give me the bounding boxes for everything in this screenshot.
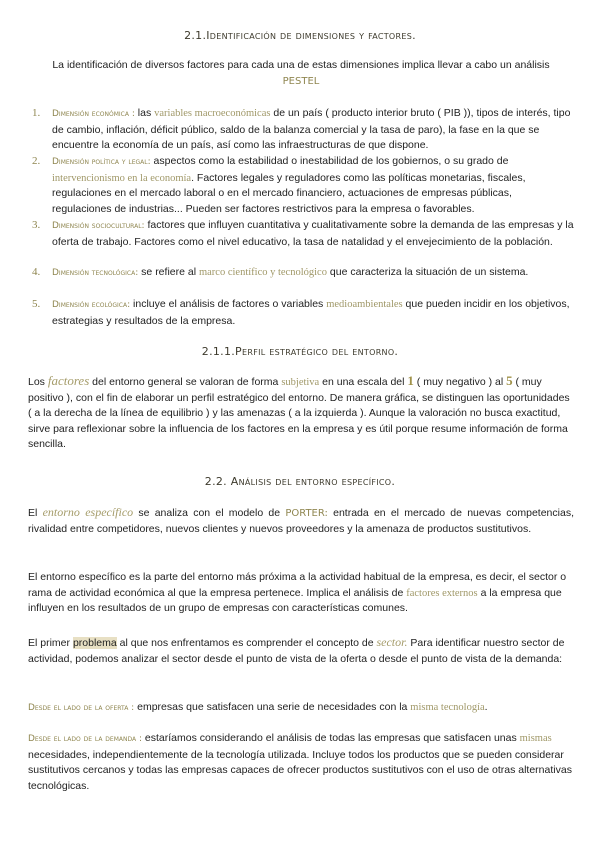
item-label: Dimensión sociocultural: xyxy=(52,221,145,231)
para-text: a la empresa que influyen en los resultados de un grupo de empresas con características comunes. xyxy=(28,586,562,614)
list-item-economica xyxy=(52,106,574,154)
item-text: se refiere al xyxy=(138,266,199,278)
item-text: que pueden incidir en los objetivos, estrategias y resultados de la empresa. xyxy=(52,298,570,327)
oferta-paragraph xyxy=(28,700,574,717)
intro-text: La identificación de diversos factores para cada una de estas dimensiones implica llevar a cabo un análisis xyxy=(52,59,550,71)
item-text: que caracteriza la situación de un sistema. xyxy=(326,266,529,278)
especifico-paragraph xyxy=(28,570,574,617)
list-item-sociocultural xyxy=(52,218,574,250)
item-highlight: variables macroeconómicas xyxy=(154,108,271,119)
section-heading-2-2: 2.2. Análisis del entorno específico. xyxy=(204,475,396,488)
para-text: del entorno general se valoran de forma xyxy=(89,376,282,388)
highlight-mismas: mismas xyxy=(519,733,552,744)
intro-paragraph xyxy=(28,58,574,89)
list-number: 1. xyxy=(32,107,41,119)
list-number: 5. xyxy=(32,298,41,310)
pestel-label: PESTEL xyxy=(282,75,320,87)
porter-label: PORTER: xyxy=(285,508,328,519)
item-highlight: marco científico y tecnológico xyxy=(198,267,327,278)
section-heading-2-1: 2.1.Identificación de dimensiones y factores. xyxy=(184,29,416,42)
item-highlight: intervencionismo en la economía xyxy=(52,172,192,184)
para-text: al que nos enfrentamos es comprender el concepto de xyxy=(116,637,377,649)
oferta-label: Desde el lado de la oferta : xyxy=(28,703,135,713)
item-label: Dimensión política y legal: xyxy=(52,157,151,167)
demanda-label: Desde el lado de la demanda : xyxy=(28,734,142,744)
item-text: incluye el análisis de factores o variables xyxy=(130,298,327,310)
perfil-paragraph xyxy=(28,373,574,453)
highlight-problema: problema xyxy=(72,637,117,649)
sector-paragraph xyxy=(28,635,574,667)
para-text: necesidades, independientemente de la tecnología utilizada. Incluye todos los productos que se pueden considerar sustitutivos cercanos y todas las empresas capaces de ofrecer productos sustitutivos con el uso de otras alternativas tecnológicas. xyxy=(28,748,572,792)
script-word-entorno: entorno específico xyxy=(42,505,134,519)
para-text: Los xyxy=(28,376,48,388)
para-text: . xyxy=(484,701,488,713)
script-word-sector: sector. xyxy=(376,635,408,649)
item-label: Dimensión tecnológica: xyxy=(52,268,139,278)
para-text: en una escala del xyxy=(319,376,408,388)
highlight-misma-tecnologia: misma tecnología xyxy=(410,702,485,713)
para-text: Para identificar nuestro sector de actividad, podemos analizar el sector desde el punto de vista de la oferta o desde el punto de vista de la demanda: xyxy=(28,637,565,665)
item-highlight: medioambientales xyxy=(326,299,403,310)
item-label: Dimensión económica : xyxy=(52,109,135,119)
para-text: El primer xyxy=(28,637,73,649)
list-number: 3. xyxy=(32,219,41,231)
list-number: 4. xyxy=(32,266,41,278)
para-text: entrada en el mercado de nuevas competencias, rivalidad entre competidores, nuevos clientes y nuevos proveedores y la amenaza de productos sustitutivos. xyxy=(28,507,574,535)
item-label: Dimensión ecológica: xyxy=(52,300,131,310)
item-text: factores que influyen cuantitativa y cualitativamente sobre la demanda de las empresas y la oferta de trabajo. Factores como el nivel educativo, la tasa de natalidad y el envejecimiento de la población. xyxy=(52,219,574,248)
scale-max: 5 xyxy=(506,373,513,388)
list-item-tecnologica xyxy=(52,265,574,282)
para-text: El entorno específico es la parte del entorno más próxima a la actividad habitual de la empresa, es decir, el sector o rama de actividad económica al que la empresa pertenece. Implica el análisis de xyxy=(28,571,567,599)
para-text: empresas que satisfacen una serie de necesidades con la xyxy=(134,701,411,713)
para-text: estaríamos considerando el análisis de todas las empresas que satisfacen unas xyxy=(142,732,520,744)
porter-paragraph xyxy=(28,505,574,537)
list-item-politica xyxy=(52,154,574,217)
para-text: ( muy positivo ), con el fin de elaborar un perfil estratégico del entorno. De manera gráfica, se distinguen las oportunidades ( a la derecha de la línea de equilibrio ) y las amenazas ( a la izquierda ). Aunque la valoración no busca exactitud, sirve para reflexionar sobre la influencia de los factores en la empresa y es útil porque resume información de forma sencilla. xyxy=(28,376,570,450)
section-heading-2-1-1: 2.1.1.Perfil estratégico del entorno. xyxy=(201,345,399,358)
highlight-subjetiva: subjetiva xyxy=(281,377,320,388)
scale-min: 1 xyxy=(407,373,414,388)
item-text: de un país ( producto interior bruto ( PIB )), tipos de interés, tipo de cambio, inflación, déficit público, saldo de la balanza comercial y la tasa de paro), la fase en la que se encuentre la economía de un país, así como las infraestructuras de que dispone. xyxy=(52,107,571,151)
para-text: ( muy negativo ) al xyxy=(413,376,507,388)
highlight-factores-externos: factores externos xyxy=(406,587,478,599)
list-item-ecologica xyxy=(52,297,574,329)
item-text: las xyxy=(134,107,155,119)
list-number: 2. xyxy=(32,155,41,167)
demanda-paragraph xyxy=(28,731,574,794)
para-text: El xyxy=(28,507,43,519)
item-text: aspectos como la estabilidad o inestabilidad de los gobiernos, o su grado de xyxy=(150,155,509,167)
item-text: . Factores legales y reguladores como las políticas monetarias, fiscales, regulaciones en el mercado laboral o en el mercado financiero, actuaciones de empresas públicas, regulaciones de industrias... Pueden ser factores restrictivos para la empresa o favorables. xyxy=(52,171,526,215)
para-text: se analiza con el modelo de xyxy=(133,507,286,519)
script-word-factores: factores xyxy=(47,373,90,388)
